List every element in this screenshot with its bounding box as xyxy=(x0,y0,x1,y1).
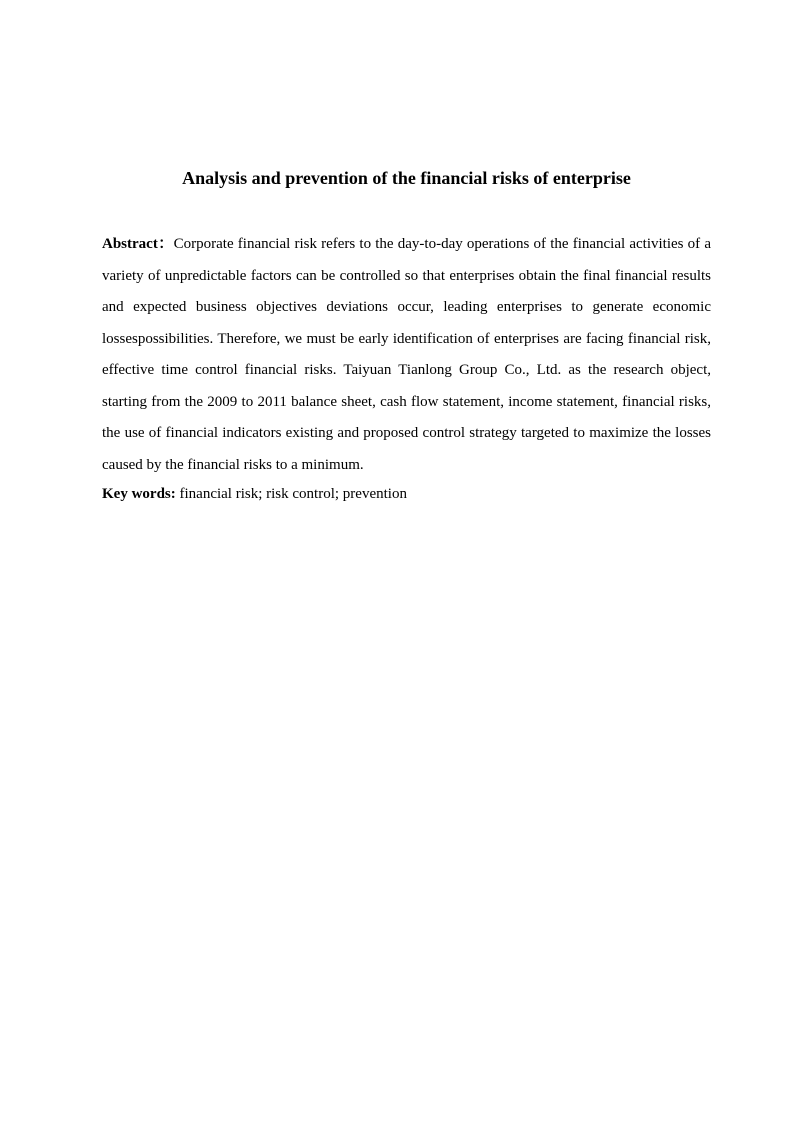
document-title: Analysis and prevention of the financial risks of enterprise xyxy=(182,168,631,188)
keywords-paragraph xyxy=(102,479,711,511)
abstract-text: Corporate financial risk refers to the day-to-day operations of the financial activities of a variety of unpredictable factors can be controlled so that enterprises obtain the final financial results and expected business objectives deviations occur, leading enterprises to generate economic lossespossibilities. Therefore, we must be early identification of enterprises are facing financial risk, effective time control financial risks. Taiyuan Tianlong Group Co., Ltd. as the research object, starting from the 2009 to 2011 balance sheet, cash flow statement, income statement, financial risks, the use of financial indicators existing and proposed control strategy targeted to maximize the losses caused by the financial risks to a minimum. xyxy=(102,236,711,473)
keywords-text: financial risk; risk control; prevention xyxy=(179,486,407,502)
abstract-paragraph xyxy=(102,229,711,481)
keywords-label: Key words: xyxy=(102,486,176,502)
abstract-label: Abstract： xyxy=(102,236,174,252)
